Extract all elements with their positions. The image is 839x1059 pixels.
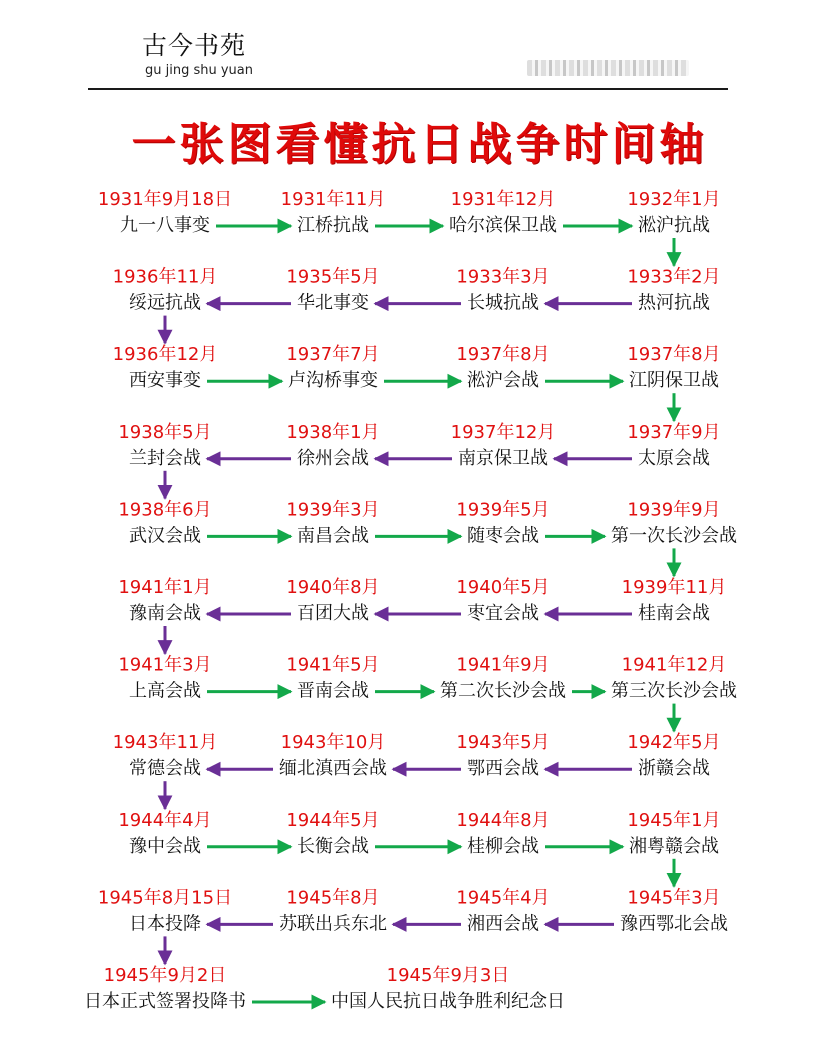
event-name: 浙赣会战 [638,758,710,780]
event-date: 1938年1月 [286,421,380,443]
timeline-node [286,654,379,702]
event-name: 江桥抗战 [297,215,369,236]
timeline-node [286,809,379,857]
event-date: 1936年11月 [112,266,218,288]
event-name: 热河抗战 [638,292,710,314]
event-date: 1939年11月 [621,577,727,598]
event-date: 1943年11月 [112,732,218,754]
timeline-node [456,576,549,624]
event-date: 1939年3月 [286,499,380,521]
event-name: 晋南会战 [297,680,369,702]
event-date: 1943年10月 [280,732,386,754]
timeline-node [279,731,387,779]
event-name: 鄂西会战 [467,758,539,780]
event-name: 哈尔滨保卫战 [449,215,557,236]
timeline-node [456,731,549,779]
event-name: 九一八事变 [120,215,210,236]
timeline-node [118,421,211,469]
timeline-node [118,576,211,624]
timeline-node [456,498,549,546]
event-date: 1940年8月 [286,577,380,598]
event-name: 湘粤赣会战 [629,835,719,857]
nodes-layer [84,188,737,1012]
event-date: 1931年12月 [450,189,556,210]
event-date: 1945年9月2日 [103,965,227,986]
timeline-node [449,188,557,236]
event-date: 1945年8月 [286,887,380,909]
event-name: 第二次长沙会战 [440,680,566,702]
event-name: 长城抗战 [467,292,539,314]
event-date: 1939年9月 [627,499,721,521]
event-name: 苏联出兵东北 [279,913,387,935]
event-name: 淞沪会战 [467,370,539,392]
timeline-node [456,809,549,857]
timeline-node [286,498,379,546]
timeline-node [627,266,720,314]
event-name: 华北事变 [297,292,369,314]
timeline-node [113,731,218,779]
timeline-node [627,809,720,857]
timeline-node [84,964,246,1012]
timeline-node [627,731,720,779]
event-name: 豫西鄂北会战 [620,913,728,935]
timeline-node [440,654,566,702]
event-name: 卢沟桥事变 [288,370,378,392]
event-date: 1937年8月 [456,344,550,366]
event-name: 南京保卫战 [458,447,548,469]
timeline-node [113,343,218,391]
event-name: 桂柳会战 [467,835,539,857]
timeline-node [456,266,549,314]
timeline-node [281,188,386,236]
timeline-node [98,886,232,934]
event-name: 武汉会战 [129,525,201,547]
timeline-node [286,576,379,624]
timeline-node [620,886,728,934]
timeline-node [456,886,549,934]
timeline-node [456,343,549,391]
event-name: 绥远抗战 [129,292,201,314]
event-name: 上高会战 [129,680,201,702]
event-date: 1945年3月 [627,887,721,909]
event-date: 1945年4月 [456,887,550,909]
timeline-node [113,266,218,314]
event-date: 1938年6月 [118,499,212,521]
event-date: 1938年5月 [118,421,212,443]
event-date: 1945年9月3日 [386,965,510,986]
event-date: 1933年3月 [456,266,550,288]
event-date: 1939年5月 [456,499,550,521]
timeline-node [622,576,727,624]
event-date: 1937年9月 [627,421,721,443]
event-date: 1937年7月 [286,344,380,366]
event-name: 豫中会战 [129,835,201,857]
event-date: 1941年1月 [118,577,212,598]
timeline-node [118,654,211,702]
brand-pinyin: gu jing shu yuan [145,63,253,78]
event-name: 南昌会战 [297,525,369,547]
timeline-node [286,343,379,391]
event-date: 1936年12月 [112,344,218,366]
timeline-node [451,421,556,469]
event-name: 湘西会战 [467,913,539,935]
timeline-node [98,188,232,236]
page-title: 一张图看懂抗日战争时间轴 [131,119,708,170]
event-name: 兰封会战 [129,447,201,469]
event-name: 第三次长沙会战 [611,680,737,702]
timeline-node [627,188,720,236]
timeline-node [627,421,720,469]
event-date: 1944年5月 [286,809,380,831]
event-date: 1945年1月 [627,809,721,831]
event-date: 1941年9月 [456,654,550,676]
timeline-node [286,266,379,314]
event-date: 1937年12月 [450,421,556,443]
event-name: 长衡会战 [297,835,369,857]
event-name: 枣宜会战 [467,603,539,624]
event-date: 1941年3月 [118,654,212,676]
timeline-node [279,886,387,934]
event-name: 缅北滇西会战 [279,758,387,780]
event-date: 1943年5月 [456,732,550,754]
event-date: 1931年9月18日 [97,189,233,210]
timeline-node [611,654,737,702]
event-date: 1940年5月 [456,577,550,598]
event-name: 豫南会战 [129,603,201,624]
event-date: 1942年5月 [627,732,721,754]
event-date: 1932年1月 [627,189,721,210]
event-date: 1931年11月 [280,189,386,210]
event-name: 常德会战 [129,758,201,780]
timeline-node [286,421,379,469]
timeline-node [627,343,720,391]
event-date: 1933年2月 [627,266,721,288]
event-name: 中国人民抗日战争胜利纪念日 [331,991,565,1012]
arrows-layer [165,226,674,1002]
event-name: 第一次长沙会战 [611,525,737,547]
event-name: 桂南会战 [638,603,710,624]
event-name: 随枣会战 [467,525,539,547]
event-name: 西安事变 [129,370,201,392]
event-date: 1941年5月 [286,654,380,676]
event-date: 1944年4月 [118,809,212,831]
event-name: 江阴保卫战 [629,370,719,392]
event-date: 1941年12月 [621,654,727,676]
event-date: 1944年8月 [456,809,550,831]
event-date: 1935年5月 [286,266,380,288]
event-name: 淞沪抗战 [638,215,710,236]
event-name: 百团大战 [297,603,369,624]
brand-name: 古今书苑 [142,31,247,60]
timeline-node [331,964,565,1012]
event-name: 日本正式签署投降书 [84,991,246,1012]
event-date: 1945年8月15日 [97,887,233,909]
timeline-node [611,498,737,546]
event-date: 1937年8月 [627,344,721,366]
event-name: 太原会战 [638,447,710,469]
event-name: 日本投降 [129,913,201,935]
event-name: 徐州会战 [297,447,369,469]
timeline-node [118,498,211,546]
timeline-node [118,809,211,857]
